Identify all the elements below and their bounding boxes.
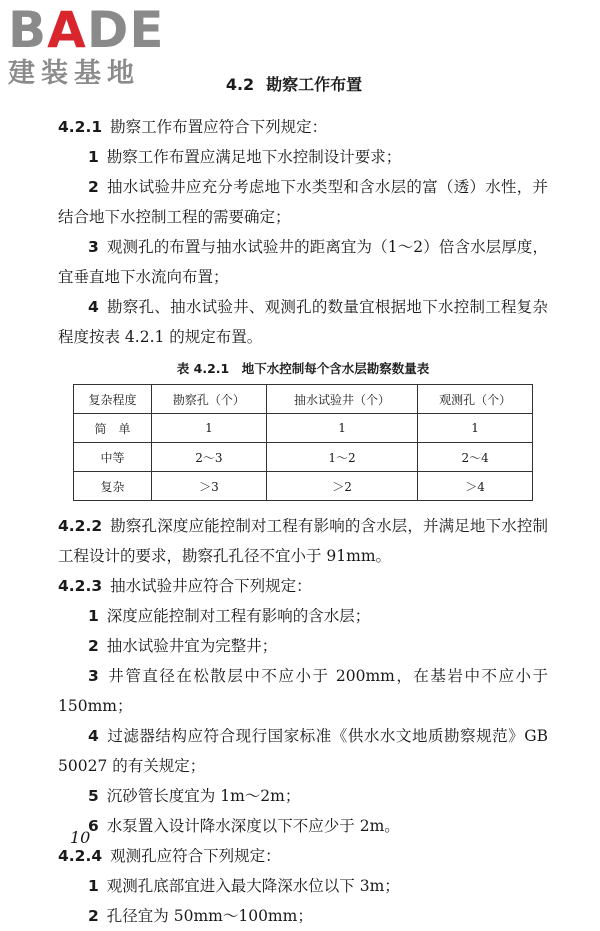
survey-quantity-table bbox=[73, 384, 533, 501]
table-row bbox=[74, 414, 533, 443]
table-cell: ＞3 bbox=[152, 472, 267, 501]
table-cell: 2～4 bbox=[418, 443, 533, 472]
table-cell: 1 bbox=[152, 414, 267, 443]
paragraph-text: 孔径宜为 50mm～100mm； bbox=[106, 907, 313, 925]
clause-group-1 bbox=[58, 112, 548, 352]
item-number: 2 bbox=[88, 637, 99, 655]
table-cell: 中等 bbox=[74, 443, 152, 472]
list-item bbox=[58, 232, 548, 292]
table-title: 表 4.2.1 地下水控制每个含水层勘察数量表 bbox=[176, 361, 430, 376]
table-header-cell: 观测孔（个） bbox=[418, 385, 533, 414]
list-item bbox=[58, 781, 548, 811]
table-body bbox=[74, 414, 533, 501]
clause-number: 4.2.1 bbox=[58, 118, 103, 136]
logo-wordmark: BADE bbox=[8, 1, 165, 59]
section-heading: 勘察工作布置 bbox=[266, 75, 363, 94]
item-number: 1 bbox=[88, 148, 99, 166]
clause-number: 4.2.2 bbox=[58, 517, 103, 535]
table-cell: 简 单 bbox=[74, 414, 152, 443]
paragraph-text: 抽水试验井应充分考虑地下水类型和含水层的富（透）水性，并结合地下水控制工程的需要确定； bbox=[58, 178, 548, 226]
clause-number: 4.2.3 bbox=[58, 577, 103, 595]
table-cell: 1 bbox=[418, 414, 533, 443]
paragraph-text: 勘察工作布置应符合下列规定： bbox=[110, 118, 328, 136]
table-header-cell: 复杂程度 bbox=[74, 385, 152, 414]
paragraph-text: 观测孔底部宜进入最大降深水位以下 3m； bbox=[106, 877, 400, 895]
table-cell: 1 bbox=[266, 414, 417, 443]
paragraph-text: 水泵置入设计降水深度以下不应少于 2m。 bbox=[106, 817, 400, 835]
section-title bbox=[0, 72, 600, 95]
item-number: 4 bbox=[88, 727, 99, 745]
list-item bbox=[58, 172, 548, 232]
section-number: 4.2 bbox=[225, 75, 255, 94]
clause-group-2 bbox=[58, 511, 548, 931]
paragraph-text: 过滤器结构应符合现行国家标准《供水水文地质勘察规范》GB 50027 的有关规定； bbox=[58, 727, 548, 775]
paragraph-text: 勘察孔、抽水试验井、观测孔的数量宜根据地下水控制工程复杂程度按表 4.2.1 的规定布置。 bbox=[58, 298, 548, 346]
list-item bbox=[58, 142, 548, 172]
list-item bbox=[58, 901, 548, 931]
table-cell: 1～2 bbox=[266, 443, 417, 472]
table-row bbox=[74, 472, 533, 501]
table-header-cell: 抽水试验井（个） bbox=[266, 385, 417, 414]
paragraph-text: 深度应能控制对工程有影响的含水层； bbox=[106, 607, 371, 625]
item-number: 3 bbox=[88, 667, 99, 685]
paragraph-text: 勘察孔深度应能控制对工程有影响的含水层，并满足地下水控制工程设计的要求，勘察孔孔径不宜小于 91mm。 bbox=[58, 517, 548, 565]
item-number: 1 bbox=[88, 607, 99, 625]
paragraph-text: 抽水试验井应符合下列规定： bbox=[110, 577, 312, 595]
list-item bbox=[58, 292, 548, 352]
table-header-row bbox=[74, 385, 533, 414]
table-cell: ＞2 bbox=[266, 472, 417, 501]
item-number: 2 bbox=[88, 178, 99, 196]
list-item bbox=[58, 601, 548, 631]
list-item bbox=[58, 721, 548, 781]
paragraph-text: 井管直径在松散层中不应小于 200mm，在基岩中不应小于 150mm； bbox=[58, 667, 548, 715]
paragraph-text: 抽水试验井宜为完整井； bbox=[106, 637, 278, 655]
list-item bbox=[58, 661, 548, 721]
item-number: 3 bbox=[88, 238, 99, 256]
list-item bbox=[58, 811, 548, 841]
document-body bbox=[58, 112, 548, 931]
clause-paragraph bbox=[58, 112, 548, 142]
item-number: 1 bbox=[88, 877, 99, 895]
paragraph-text: 观测孔的布置与抽水试验井的距离宜为（1～2）倍含水层厚度，宜垂直地下水流向布置； bbox=[58, 238, 548, 286]
item-number: 4 bbox=[88, 298, 99, 316]
table-cell: 2～3 bbox=[152, 443, 267, 472]
page-number: 10 bbox=[70, 828, 91, 847]
clause-number: 4.2.4 bbox=[58, 847, 103, 865]
table-cell: ＞4 bbox=[418, 472, 533, 501]
paragraph-text: 勘察工作布置应满足地下水控制设计要求； bbox=[106, 148, 402, 166]
item-number: 5 bbox=[88, 787, 99, 805]
clause-paragraph bbox=[58, 571, 548, 601]
item-number: 2 bbox=[88, 907, 99, 925]
table-header-cell: 勘察孔（个） bbox=[152, 385, 267, 414]
paragraph-text: 观测孔应符合下列规定： bbox=[110, 847, 281, 865]
logo-subtitle: 建装基地 bbox=[8, 58, 140, 89]
paragraph-text: 沉砂管长度宜为 1m～2m； bbox=[106, 787, 301, 805]
table-cell: 复杂 bbox=[74, 472, 152, 501]
list-item bbox=[58, 631, 548, 661]
table-row bbox=[74, 443, 533, 472]
list-item bbox=[58, 871, 548, 901]
item-number: 6 bbox=[88, 817, 99, 835]
clause-paragraph bbox=[58, 511, 548, 571]
clause-paragraph bbox=[58, 841, 548, 871]
